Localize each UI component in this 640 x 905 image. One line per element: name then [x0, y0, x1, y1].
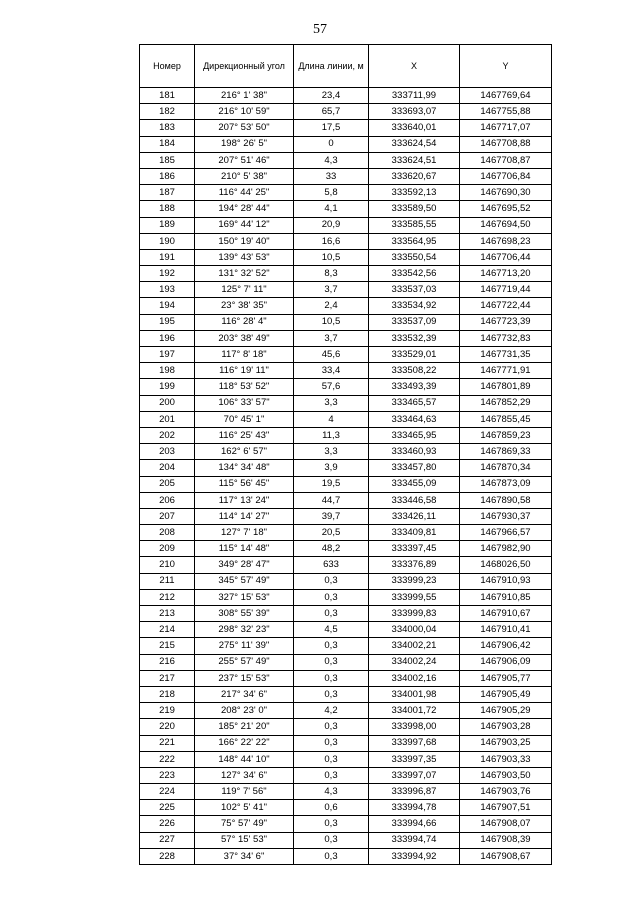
cell-y: 1467690,30 — [460, 185, 552, 201]
cell-x: 333564,95 — [369, 233, 460, 249]
cell-number: 203 — [140, 444, 195, 460]
cell-y: 1467930,37 — [460, 508, 552, 524]
cell-y: 1467905,29 — [460, 703, 552, 719]
cell-y: 1467801,89 — [460, 379, 552, 395]
cell-line-length: 2,4 — [294, 298, 369, 314]
table-row — [140, 525, 552, 541]
cell-x: 333426,11 — [369, 508, 460, 524]
table-row — [140, 152, 552, 168]
cell-y: 1467719,44 — [460, 282, 552, 298]
cell-number: 202 — [140, 427, 195, 443]
cell-x: 334002,16 — [369, 670, 460, 686]
cell-line-length: 19,5 — [294, 476, 369, 492]
table-row — [140, 557, 552, 573]
cell-number: 205 — [140, 476, 195, 492]
table-header — [140, 45, 552, 88]
cell-direction-angle: 114° 14' 27" — [195, 508, 294, 524]
cell-x: 333542,56 — [369, 266, 460, 282]
cell-x: 333994,78 — [369, 800, 460, 816]
cell-number: 185 — [140, 152, 195, 168]
cell-number: 217 — [140, 670, 195, 686]
cell-x: 334001,72 — [369, 703, 460, 719]
cell-number: 224 — [140, 784, 195, 800]
cell-y: 1467694,50 — [460, 217, 552, 233]
cell-x: 333508,22 — [369, 363, 460, 379]
cell-number: 193 — [140, 282, 195, 298]
table-row — [140, 282, 552, 298]
cell-y: 1467903,33 — [460, 751, 552, 767]
cell-y: 1467723,39 — [460, 314, 552, 330]
cell-line-length: 33 — [294, 168, 369, 184]
table-row — [140, 703, 552, 719]
cell-line-length: 0,3 — [294, 638, 369, 654]
table-row — [140, 411, 552, 427]
cell-direction-angle: 216° 1' 38" — [195, 88, 294, 104]
cell-number: 199 — [140, 379, 195, 395]
cell-line-length: 10,5 — [294, 249, 369, 265]
cell-y: 1467706,84 — [460, 168, 552, 184]
cell-direction-angle: 139° 43' 53" — [195, 249, 294, 265]
cell-x: 334000,04 — [369, 622, 460, 638]
cell-x: 333446,58 — [369, 492, 460, 508]
cell-line-length: 0,3 — [294, 589, 369, 605]
cell-direction-angle: 203° 38' 49" — [195, 330, 294, 346]
cell-y: 1467908,39 — [460, 832, 552, 848]
cell-y: 1467906,42 — [460, 638, 552, 654]
table-row — [140, 735, 552, 751]
table-row — [140, 654, 552, 670]
table-row — [140, 832, 552, 848]
table-row — [140, 638, 552, 654]
cell-x: 333550,54 — [369, 249, 460, 265]
cell-y: 1467706,44 — [460, 249, 552, 265]
table-row — [140, 136, 552, 152]
table-row — [140, 476, 552, 492]
cell-y: 1467695,52 — [460, 201, 552, 217]
cell-direction-angle: 119° 7' 56" — [195, 784, 294, 800]
cell-x: 333409,81 — [369, 525, 460, 541]
table-row — [140, 427, 552, 443]
cell-x: 333455,09 — [369, 476, 460, 492]
cell-y: 1467732,83 — [460, 330, 552, 346]
cell-line-length: 48,2 — [294, 541, 369, 557]
cell-number: 222 — [140, 751, 195, 767]
cell-y: 1467859,23 — [460, 427, 552, 443]
cell-direction-angle: 169° 44' 12" — [195, 217, 294, 233]
cell-y: 1467910,93 — [460, 573, 552, 589]
cell-y: 1467771,91 — [460, 363, 552, 379]
cell-line-length: 0,3 — [294, 606, 369, 622]
cell-direction-angle: 162° 6' 57" — [195, 444, 294, 460]
table-row — [140, 363, 552, 379]
cell-number: 182 — [140, 104, 195, 120]
cell-x: 333994,74 — [369, 832, 460, 848]
cell-direction-angle: 23° 38' 35" — [195, 298, 294, 314]
cell-line-length: 4,1 — [294, 201, 369, 217]
cell-number: 210 — [140, 557, 195, 573]
cell-direction-angle: 210° 5' 38" — [195, 168, 294, 184]
cell-direction-angle: 57° 15' 53" — [195, 832, 294, 848]
header-row — [140, 45, 552, 88]
table-body — [140, 88, 552, 865]
cell-line-length: 0,3 — [294, 686, 369, 702]
cell-number: 219 — [140, 703, 195, 719]
cell-number: 183 — [140, 120, 195, 136]
cell-line-length: 0,3 — [294, 816, 369, 832]
cell-y: 1467769,64 — [460, 88, 552, 104]
cell-number: 190 — [140, 233, 195, 249]
cell-x: 333532,39 — [369, 330, 460, 346]
cell-number: 204 — [140, 460, 195, 476]
cell-x: 333465,95 — [369, 427, 460, 443]
cell-direction-angle: 255° 57' 49" — [195, 654, 294, 670]
table-row — [140, 460, 552, 476]
cell-direction-angle: 115° 14' 48" — [195, 541, 294, 557]
cell-y: 1467905,77 — [460, 670, 552, 686]
cell-line-length: 44,7 — [294, 492, 369, 508]
cell-y: 1467869,33 — [460, 444, 552, 460]
cell-y: 1467903,50 — [460, 767, 552, 783]
cell-number: 208 — [140, 525, 195, 541]
table-row — [140, 314, 552, 330]
cell-y: 1467903,25 — [460, 735, 552, 751]
cell-line-length: 3,3 — [294, 444, 369, 460]
table-row — [140, 88, 552, 104]
cell-y: 1467908,07 — [460, 816, 552, 832]
cell-line-length: 3,7 — [294, 330, 369, 346]
cell-direction-angle: 116° 19' 11" — [195, 363, 294, 379]
cell-line-length: 4 — [294, 411, 369, 427]
cell-x: 333999,83 — [369, 606, 460, 622]
cell-line-length: 0,3 — [294, 735, 369, 751]
cell-x: 333994,66 — [369, 816, 460, 832]
table-row — [140, 767, 552, 783]
cell-x: 333693,07 — [369, 104, 460, 120]
cell-direction-angle: 185° 21' 20" — [195, 719, 294, 735]
cell-direction-angle: 115° 56' 45" — [195, 476, 294, 492]
table-row — [140, 217, 552, 233]
cell-direction-angle: 150° 19' 40" — [195, 233, 294, 249]
cell-line-length: 633 — [294, 557, 369, 573]
cell-y: 1467708,88 — [460, 136, 552, 152]
cell-line-length: 0,3 — [294, 832, 369, 848]
cell-x: 333585,55 — [369, 217, 460, 233]
cell-direction-angle: 106° 33' 57" — [195, 395, 294, 411]
cell-x: 333711,99 — [369, 88, 460, 104]
cell-x: 334001,98 — [369, 686, 460, 702]
table-row — [140, 606, 552, 622]
table-row — [140, 330, 552, 346]
cell-direction-angle: 127° 34' 6" — [195, 767, 294, 783]
cell-number: 195 — [140, 314, 195, 330]
table-row — [140, 800, 552, 816]
cell-line-length: 17,5 — [294, 120, 369, 136]
cell-line-length: 0,6 — [294, 800, 369, 816]
cell-number: 209 — [140, 541, 195, 557]
cell-direction-angle: 118° 53' 52" — [195, 379, 294, 395]
cell-y: 1467903,76 — [460, 784, 552, 800]
cell-x: 333529,01 — [369, 347, 460, 363]
table-row — [140, 670, 552, 686]
table-row — [140, 622, 552, 638]
cell-y: 1467713,20 — [460, 266, 552, 282]
cell-line-length: 45,6 — [294, 347, 369, 363]
cell-y: 1467903,28 — [460, 719, 552, 735]
cell-direction-angle: 116° 44' 25" — [195, 185, 294, 201]
cell-direction-angle: 134° 34' 48" — [195, 460, 294, 476]
cell-line-length: 16,6 — [294, 233, 369, 249]
header-x: X — [369, 45, 460, 88]
cell-number: 213 — [140, 606, 195, 622]
table-row — [140, 508, 552, 524]
cell-number: 198 — [140, 363, 195, 379]
cell-y: 1467755,88 — [460, 104, 552, 120]
cell-direction-angle: 125° 7' 11" — [195, 282, 294, 298]
cell-number: 220 — [140, 719, 195, 735]
cell-line-length: 0,3 — [294, 573, 369, 589]
cell-line-length: 20,5 — [294, 525, 369, 541]
cell-number: 225 — [140, 800, 195, 816]
table-row — [140, 444, 552, 460]
cell-number: 228 — [140, 848, 195, 864]
cell-direction-angle: 131° 32' 52" — [195, 266, 294, 282]
cell-line-length: 23,4 — [294, 88, 369, 104]
table-row — [140, 573, 552, 589]
cell-direction-angle: 37° 34' 6" — [195, 848, 294, 864]
table-row — [140, 848, 552, 864]
cell-y: 1467966,57 — [460, 525, 552, 541]
header-line-length: Длина линии, м — [294, 45, 369, 88]
cell-x: 334002,21 — [369, 638, 460, 654]
cell-x: 333457,80 — [369, 460, 460, 476]
cell-y: 1467717,07 — [460, 120, 552, 136]
cell-line-length: 3,7 — [294, 282, 369, 298]
cell-y: 1467906,09 — [460, 654, 552, 670]
cell-direction-angle: 349° 28' 47" — [195, 557, 294, 573]
cell-y: 1467910,85 — [460, 589, 552, 605]
cell-line-length: 4,5 — [294, 622, 369, 638]
table-row — [140, 589, 552, 605]
cell-x: 333376,89 — [369, 557, 460, 573]
cell-number: 206 — [140, 492, 195, 508]
cell-y: 1467982,90 — [460, 541, 552, 557]
cell-line-length: 0,3 — [294, 719, 369, 735]
cell-y: 1467852,29 — [460, 395, 552, 411]
cell-y: 1467870,34 — [460, 460, 552, 476]
table-row — [140, 185, 552, 201]
table-row — [140, 233, 552, 249]
table-row — [140, 784, 552, 800]
cell-number: 214 — [140, 622, 195, 638]
table-row — [140, 249, 552, 265]
cell-direction-angle: 75° 57' 49" — [195, 816, 294, 832]
cell-line-length: 5,8 — [294, 185, 369, 201]
cell-line-length: 4,3 — [294, 784, 369, 800]
cell-direction-angle: 345° 57' 49" — [195, 573, 294, 589]
cell-x: 333537,09 — [369, 314, 460, 330]
table-row — [140, 751, 552, 767]
cell-line-length: 8,3 — [294, 266, 369, 282]
cell-y: 1467910,41 — [460, 622, 552, 638]
cell-line-length: 4,2 — [294, 703, 369, 719]
cell-x: 333624,54 — [369, 136, 460, 152]
cell-y: 1467890,58 — [460, 492, 552, 508]
cell-number: 197 — [140, 347, 195, 363]
cell-number: 212 — [140, 589, 195, 605]
cell-direction-angle: 116° 25' 43" — [195, 427, 294, 443]
cell-y: 1467731,35 — [460, 347, 552, 363]
cell-number: 187 — [140, 185, 195, 201]
cell-y: 1467910,67 — [460, 606, 552, 622]
cell-y: 1468026,50 — [460, 557, 552, 573]
cell-line-length: 11,3 — [294, 427, 369, 443]
cell-y: 1467905,49 — [460, 686, 552, 702]
table-row — [140, 719, 552, 735]
cell-number: 227 — [140, 832, 195, 848]
cell-x: 334002,24 — [369, 654, 460, 670]
cell-line-length: 0,3 — [294, 767, 369, 783]
cell-direction-angle: 194° 28' 44" — [195, 201, 294, 217]
cell-direction-angle: 166° 22' 22" — [195, 735, 294, 751]
cell-line-length: 0,3 — [294, 670, 369, 686]
table-row — [140, 104, 552, 120]
cell-direction-angle: 207° 53' 50" — [195, 120, 294, 136]
table-row — [140, 395, 552, 411]
cell-x: 333537,03 — [369, 282, 460, 298]
table-row — [140, 201, 552, 217]
cell-number: 184 — [140, 136, 195, 152]
cell-x: 333493,39 — [369, 379, 460, 395]
cell-number: 201 — [140, 411, 195, 427]
cell-direction-angle: 116° 28' 4" — [195, 314, 294, 330]
table-row — [140, 379, 552, 395]
coordinates-table — [139, 44, 552, 865]
cell-number: 223 — [140, 767, 195, 783]
cell-number: 216 — [140, 654, 195, 670]
cell-y: 1467698,23 — [460, 233, 552, 249]
cell-direction-angle: 207° 51' 46" — [195, 152, 294, 168]
table-row — [140, 120, 552, 136]
cell-x: 333624,51 — [369, 152, 460, 168]
cell-line-length: 4,3 — [294, 152, 369, 168]
cell-number: 194 — [140, 298, 195, 314]
cell-x: 333592,13 — [369, 185, 460, 201]
cell-x: 333397,45 — [369, 541, 460, 557]
table-row — [140, 298, 552, 314]
cell-direction-angle: 198° 26' 5" — [195, 136, 294, 152]
cell-number: 218 — [140, 686, 195, 702]
cell-x: 333999,55 — [369, 589, 460, 605]
cell-x: 333997,07 — [369, 767, 460, 783]
cell-direction-angle: 308° 55' 39" — [195, 606, 294, 622]
table-row — [140, 816, 552, 832]
cell-x: 333464,63 — [369, 411, 460, 427]
cell-number: 207 — [140, 508, 195, 524]
cell-x: 333994,92 — [369, 848, 460, 864]
cell-number: 191 — [140, 249, 195, 265]
cell-number: 215 — [140, 638, 195, 654]
cell-direction-angle: 102° 5' 41" — [195, 800, 294, 816]
table-row — [140, 541, 552, 557]
cell-line-length: 57,6 — [294, 379, 369, 395]
cell-line-length: 3,3 — [294, 395, 369, 411]
cell-direction-angle: 327° 15' 53" — [195, 589, 294, 605]
cell-direction-angle: 275° 11' 39" — [195, 638, 294, 654]
cell-line-length: 10,5 — [294, 314, 369, 330]
table-row — [140, 686, 552, 702]
cell-number: 192 — [140, 266, 195, 282]
cell-x: 333465,57 — [369, 395, 460, 411]
cell-x: 333996,87 — [369, 784, 460, 800]
cell-number: 211 — [140, 573, 195, 589]
cell-direction-angle: 298° 32' 23" — [195, 622, 294, 638]
cell-number: 226 — [140, 816, 195, 832]
header-direction-angle: Дирекционный угол — [195, 45, 294, 88]
cell-x: 333460,93 — [369, 444, 460, 460]
cell-y: 1467708,87 — [460, 152, 552, 168]
header-number: Номер — [140, 45, 195, 88]
cell-line-length: 20,9 — [294, 217, 369, 233]
table-row — [140, 168, 552, 184]
cell-line-length: 0 — [294, 136, 369, 152]
cell-line-length: 0,3 — [294, 848, 369, 864]
cell-direction-angle: 217° 34' 6" — [195, 686, 294, 702]
cell-x: 333620,67 — [369, 168, 460, 184]
cell-number: 221 — [140, 735, 195, 751]
cell-direction-angle: 148° 44' 10" — [195, 751, 294, 767]
cell-line-length: 0,3 — [294, 654, 369, 670]
cell-number: 196 — [140, 330, 195, 346]
cell-x: 333997,68 — [369, 735, 460, 751]
cell-number: 200 — [140, 395, 195, 411]
cell-y: 1467855,45 — [460, 411, 552, 427]
cell-number: 188 — [140, 201, 195, 217]
table-row — [140, 492, 552, 508]
cell-x: 333589,50 — [369, 201, 460, 217]
cell-x: 333997,35 — [369, 751, 460, 767]
cell-direction-angle: 127° 7' 18" — [195, 525, 294, 541]
cell-line-length: 65,7 — [294, 104, 369, 120]
cell-x: 333640,01 — [369, 120, 460, 136]
cell-direction-angle: 237° 15' 53" — [195, 670, 294, 686]
cell-direction-angle: 216° 10' 59" — [195, 104, 294, 120]
cell-x: 333999,23 — [369, 573, 460, 589]
cell-number: 189 — [140, 217, 195, 233]
cell-number: 186 — [140, 168, 195, 184]
cell-direction-angle: 208° 23' 0" — [195, 703, 294, 719]
table-row — [140, 347, 552, 363]
header-y: Y — [460, 45, 552, 88]
cell-line-length: 33,4 — [294, 363, 369, 379]
cell-y: 1467908,67 — [460, 848, 552, 864]
cell-y: 1467722,44 — [460, 298, 552, 314]
cell-y: 1467907,51 — [460, 800, 552, 816]
cell-line-length: 0,3 — [294, 751, 369, 767]
cell-y: 1467873,09 — [460, 476, 552, 492]
cell-direction-angle: 117° 8' 18" — [195, 347, 294, 363]
cell-number: 181 — [140, 88, 195, 104]
cell-line-length: 3,9 — [294, 460, 369, 476]
cell-direction-angle: 70° 45' 1" — [195, 411, 294, 427]
cell-direction-angle: 117° 13' 24" — [195, 492, 294, 508]
cell-line-length: 39,7 — [294, 508, 369, 524]
table-row — [140, 266, 552, 282]
cell-x: 333998,00 — [369, 719, 460, 735]
cell-x: 333534,92 — [369, 298, 460, 314]
page-number: 57 — [313, 22, 327, 37]
